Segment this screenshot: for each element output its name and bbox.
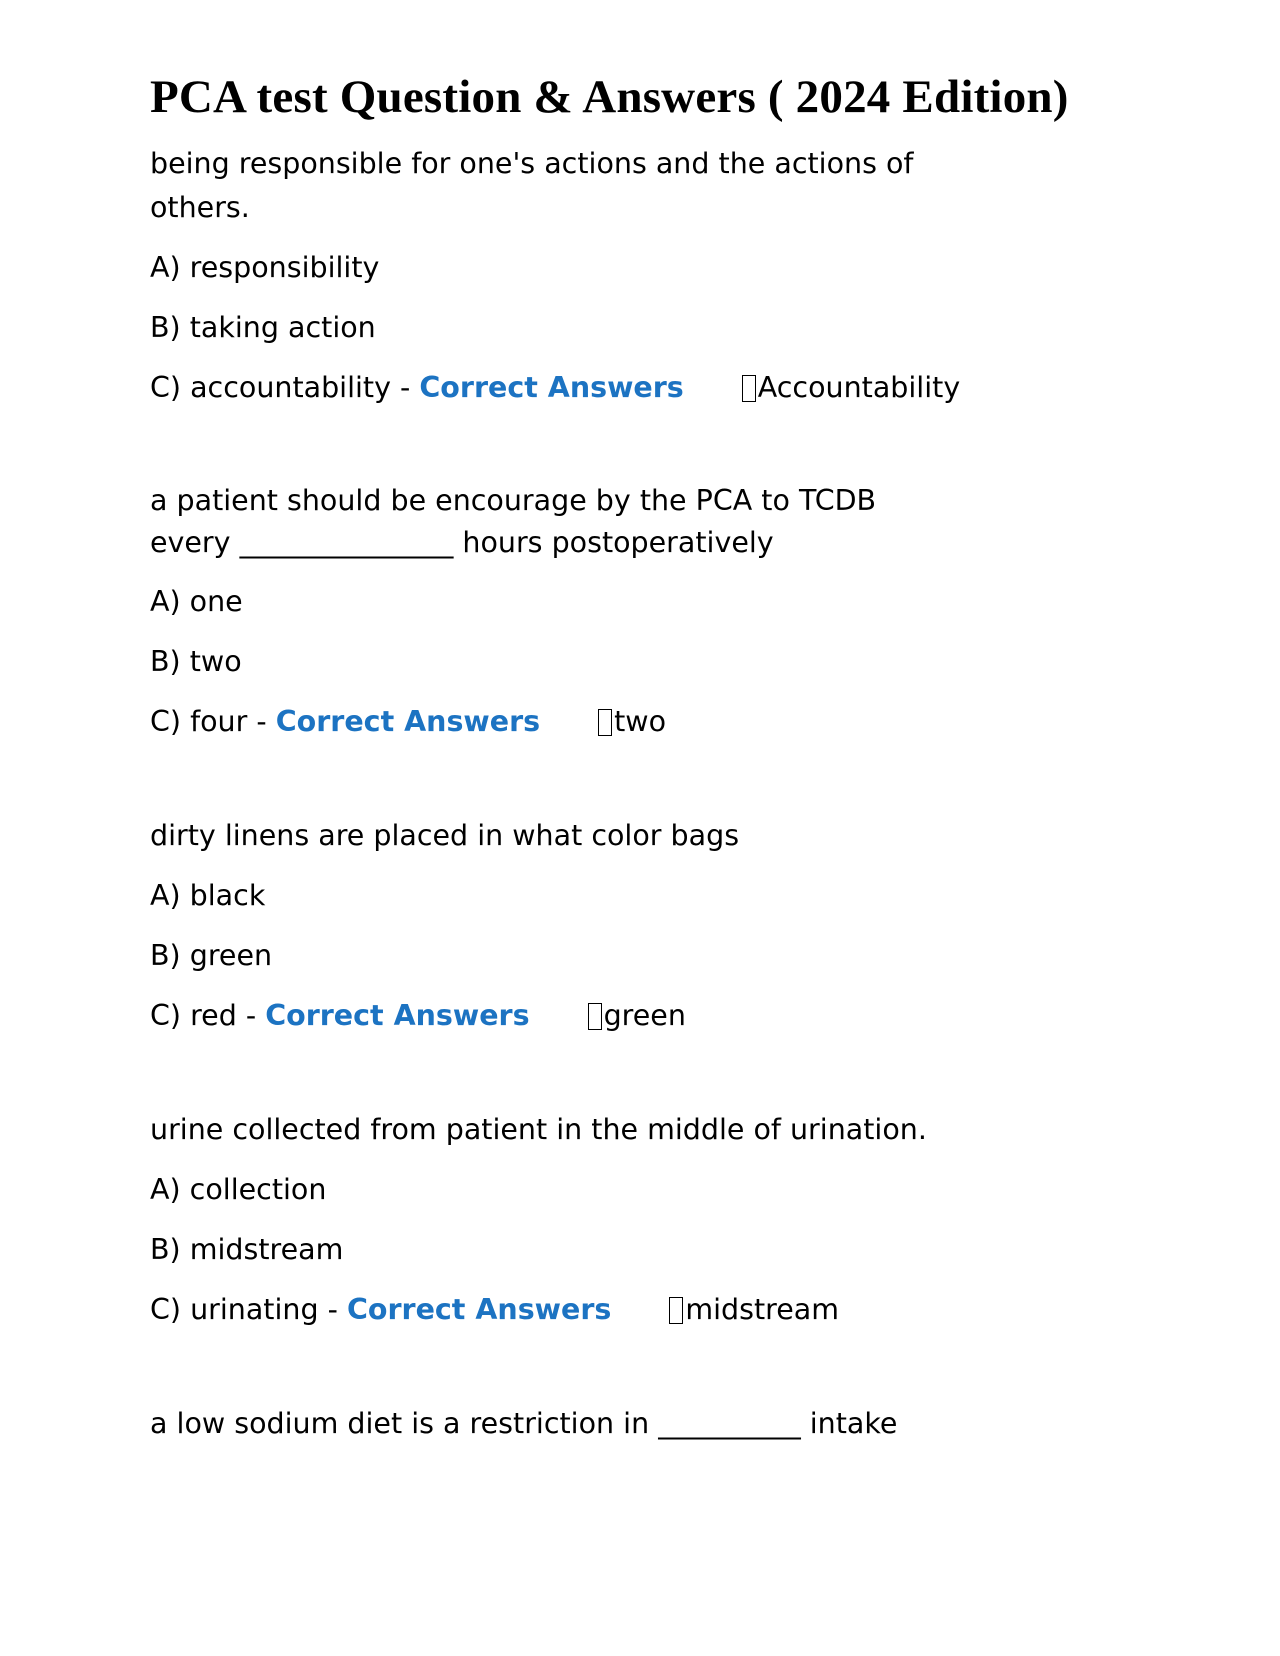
missing-glyph-icon [588,1003,602,1030]
correct-answers-label: Correct Answers [275,705,541,739]
document-title: PCA test Question & Answers ( 2024 Edition) [150,71,1069,123]
option-c: C) red - [150,999,257,1033]
option-b: B) green [150,939,273,973]
correct-answers-label: Correct Answers [346,1293,612,1327]
question-text: dirty linens are placed in what color bags [150,819,740,853]
correct-answers-label: Correct Answers [419,371,684,405]
option-c-with-answer [150,366,1160,410]
correct-answers-label: Correct Answers [265,999,530,1033]
option-a: A) black [150,879,266,913]
option-c: C) four - [150,705,267,739]
question-text: a low sodium diet is a restriction in __________ intake [150,1407,898,1441]
document-page [150,70,1160,1516]
option-b: B) taking action [150,311,376,345]
option-c-with-answer [150,700,1160,744]
correct-answer: two [614,705,667,739]
missing-glyph-icon [669,1297,683,1324]
missing-glyph-icon [742,375,756,402]
option-b: B) midstream [150,1233,344,1267]
option-c: C) accountability - [150,371,411,405]
question-block [150,1108,1160,1332]
question-text: a patient should be encourage by the PCA to TCDB every _______________ hours postoperatively [150,484,877,560]
question-block [150,480,1160,744]
correct-answer: midstream [685,1293,839,1327]
option-a: A) collection [150,1173,327,1207]
correct-answer: Accountability [757,371,961,405]
question-block [150,1402,1160,1446]
question-text: being responsible for one's actions and the actions of others. [150,147,914,225]
missing-glyph-icon [598,709,612,736]
option-a: A) one [150,585,243,619]
question-block [150,142,1160,410]
correct-answer: green [603,999,686,1033]
question-text: urine collected from patient in the middle of urination. [150,1113,927,1147]
option-c-with-answer [150,1288,1160,1332]
option-a: A) responsibility [150,251,380,285]
option-b: B) two [150,645,242,679]
question-block [150,814,1160,1038]
option-c: C) urinating - [150,1293,338,1327]
option-c-with-answer [150,994,1160,1038]
